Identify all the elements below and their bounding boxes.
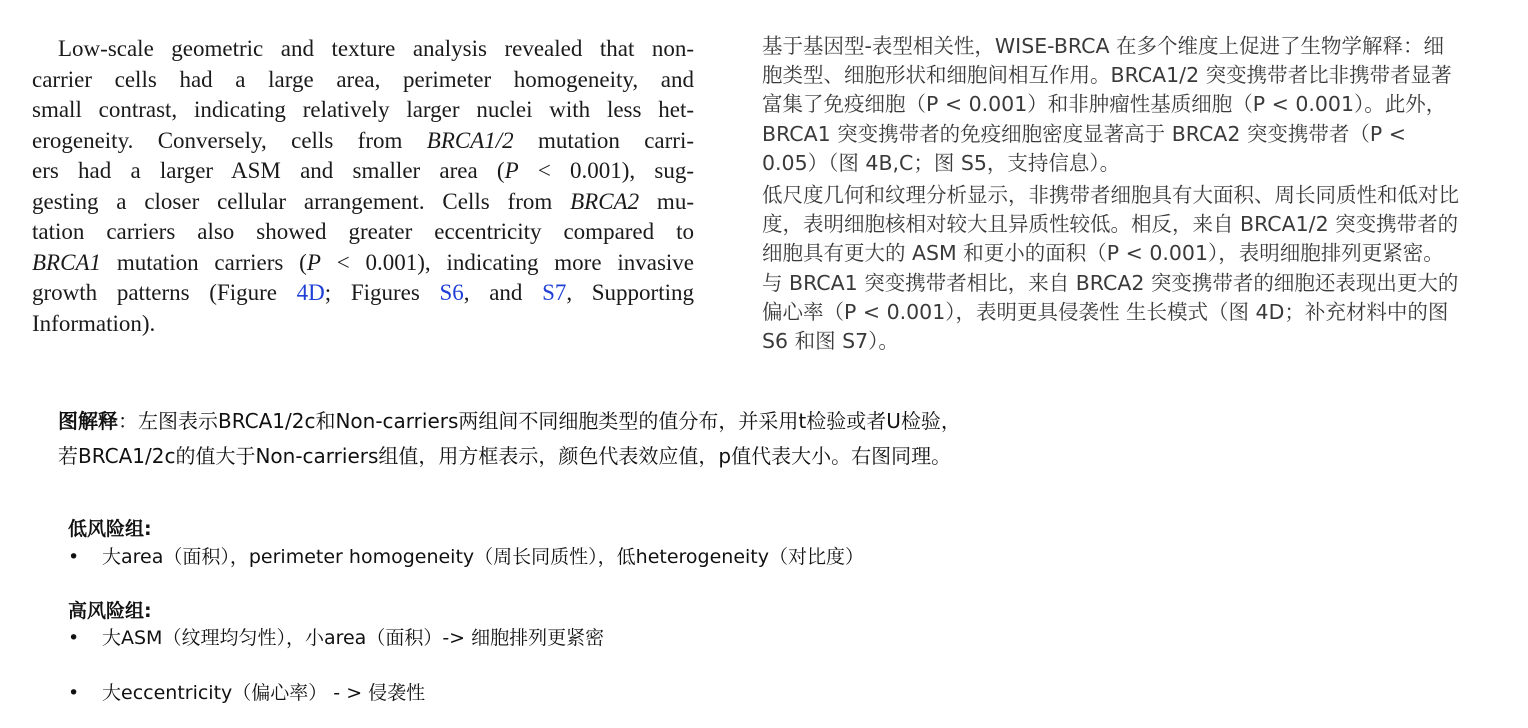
explanation-line: 若BRCA1/2c的值大于Non-carriers组值，用方框表示，颜色代表效应值，p值代表大小。右图同理。	[58, 444, 952, 468]
chinese-paragraph: 低尺度几何和纹理分析显示，非携带者细胞具有大面积、周长同质性和低对比度，表明细胞核相对较大且异质性较低。相反，来自 BRCA1/2 突变携带者的细胞具有更大的 ASM 和更小的面积（P < 0.001），表明细胞排列更紧密。与 BRCA1 突变携带者相比，来自 BRCA2 突变携带者的细胞还表现出更大的偏心率（P < 0.001），表明更具侵袭性 生长模式（图 4D；补充材料中的图 S6 和图 S7）。	[762, 183, 1459, 354]
gene-name: BRCA2	[570, 188, 640, 214]
text-segment: ; Figures	[324, 280, 440, 305]
text-segment: , and	[463, 280, 543, 305]
p-symbol: P	[306, 249, 321, 275]
text-segment: < 0.001), indicating more invasive	[320, 249, 694, 275]
p-symbol: P	[504, 158, 519, 183]
text-segment: growth patterns (Figure	[32, 280, 297, 305]
high-risk-bullet	[68, 623, 604, 650]
bullet-text: 大eccentricity（偏心率） - > 侵袭性	[102, 682, 426, 704]
figure-link[interactable]: S6	[439, 280, 464, 305]
english-line: Low-scale geometric and texture analysis revealed that non-	[58, 36, 694, 61]
chinese-paragraph: 基于基因型-表型相关性，WISE-BRCA 在多个维度上促进了生物学解释：细胞类型、细胞形状和细胞间相互作用。BRCA1/2 突变携带者比非携带者显著富集了免疫细胞（P < 0.001）和非肿瘤性基质细胞（P < 0.001）。此外，BRCA1 突变携带者的免疫细胞密度显著高于 BRCA2 突变携带者（P < 0.05）（图 4B,C；图 S5，支持信息）。	[762, 34, 1452, 175]
bullet-text: 大ASM（纹理均匀性），小area（面积）-> 细胞排列更紧密	[102, 627, 605, 649]
english-line	[32, 187, 694, 218]
text-segment: , Supporting	[566, 280, 694, 305]
english-line: small contrast, indicating relatively larger nuclei with less het-	[32, 97, 694, 122]
bullet-dot: •	[68, 546, 80, 568]
figure-link[interactable]: S7	[542, 280, 567, 305]
gene-name: BRCA1/2	[426, 127, 514, 153]
high-risk-bullet	[68, 678, 425, 705]
text-segment: mutation carri-	[513, 127, 694, 153]
text-segment: ers had a larger ASM and smaller area (	[32, 158, 505, 183]
text-segment: mu-	[639, 188, 694, 214]
bullet-dot: •	[68, 627, 80, 649]
figure-explanation	[58, 404, 1478, 474]
english-line: tation carriers also showed greater eccentricity compared to	[32, 219, 694, 244]
explanation-label: 图解释	[58, 409, 118, 433]
english-line	[32, 248, 694, 279]
explanation-line	[58, 404, 1478, 439]
english-line: carrier cells had a large area, perimeter homogeneity, and	[32, 66, 694, 92]
text-segment: < 0.001), sug-	[518, 158, 694, 183]
english-paragraph	[32, 34, 694, 339]
english-line	[32, 156, 694, 187]
low-risk-bullet	[68, 542, 864, 569]
text-segment: mutation carriers (	[101, 249, 307, 275]
english-line	[32, 126, 694, 157]
low-risk-title: 低风险组:	[68, 518, 152, 540]
high-risk-title: 高风险组:	[68, 600, 152, 622]
bullet-text: 大area（面积），perimeter homogeneity（周长同质性），低heterogeneity（对比度）	[102, 546, 864, 568]
text-segment: gesting a closer cellular arrangement. Cells from	[32, 188, 571, 214]
bullet-dot: •	[68, 682, 80, 704]
figure-link[interactable]: 4D	[296, 280, 325, 305]
text-segment: erogeneity. Conversely, cells from	[32, 127, 427, 153]
english-line: Information).	[32, 310, 156, 336]
gene-name: BRCA1	[32, 249, 101, 275]
explanation-text: ：左图表示BRCA1/2c和Non-carriers两组间不同细胞类型的值分布，并采用t检验或者U检验，	[118, 409, 961, 433]
chinese-translation	[762, 32, 1462, 356]
english-line	[32, 278, 694, 309]
